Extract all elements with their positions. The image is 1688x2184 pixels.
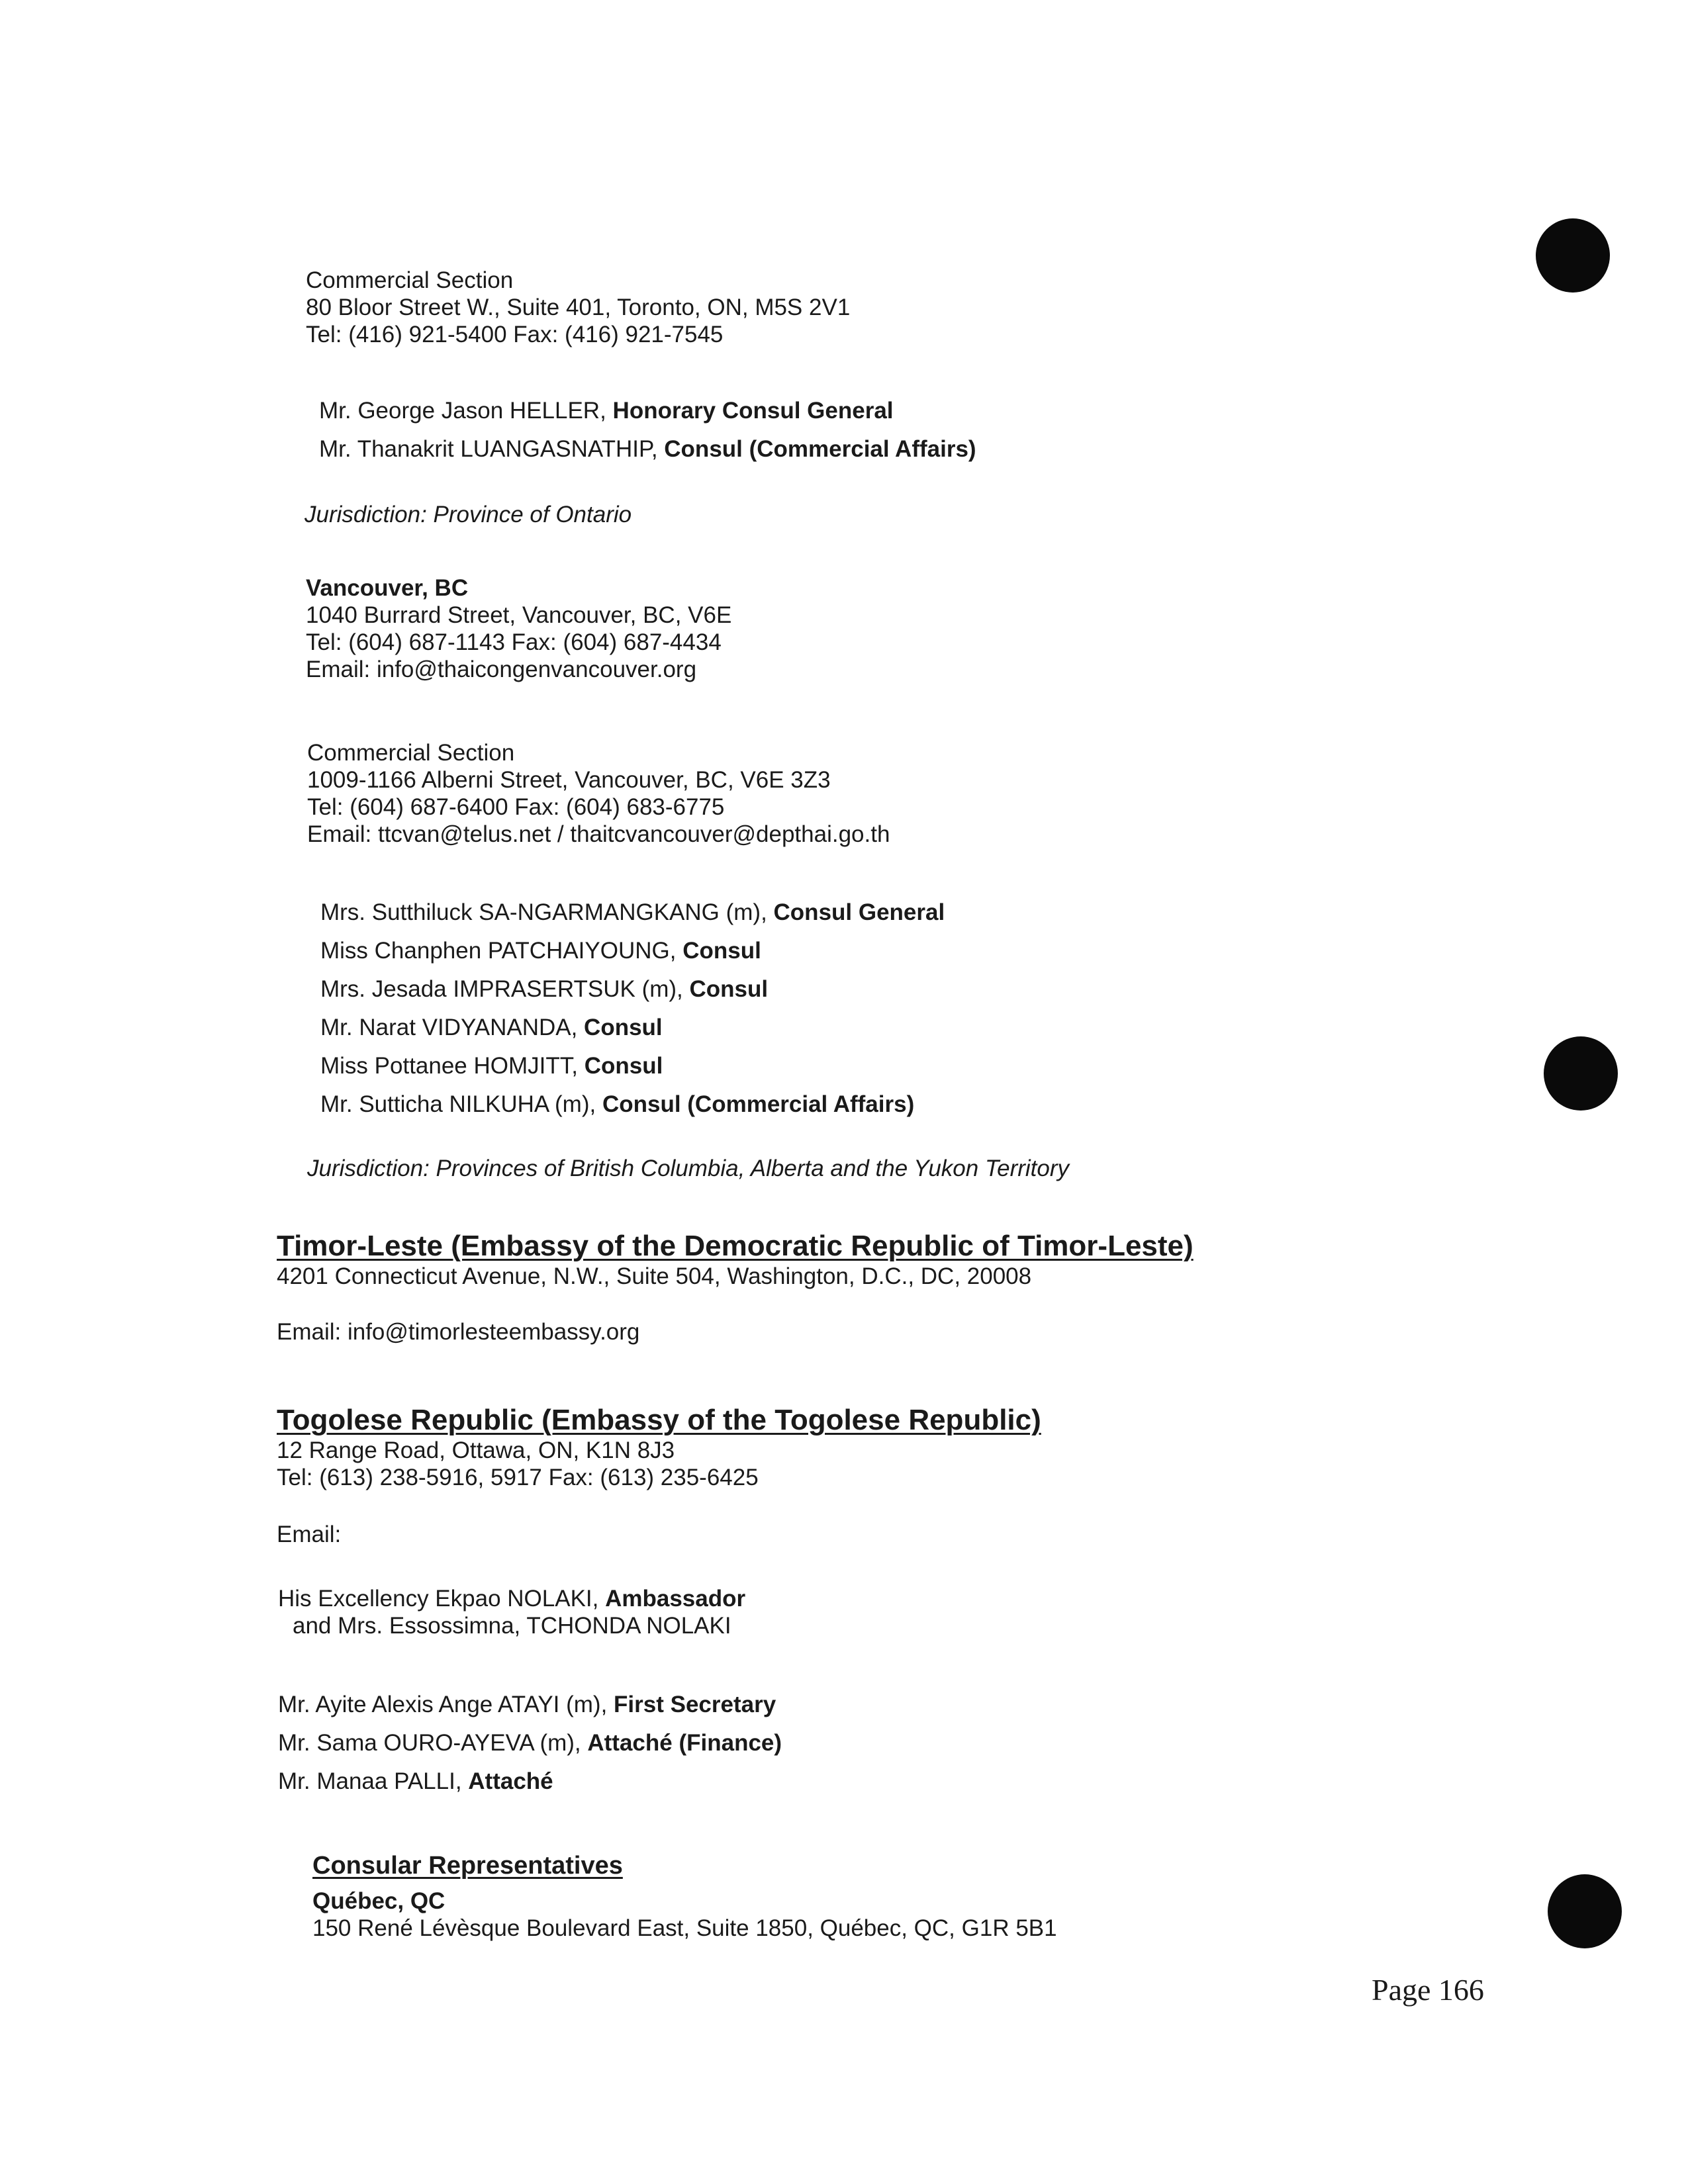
binder-hole-bottom bbox=[1548, 1874, 1622, 1948]
person-entry bbox=[320, 970, 945, 1009]
vancouver-officials bbox=[320, 893, 945, 1124]
person-name: Miss Pottanee HOMJITT, bbox=[320, 1053, 585, 1079]
address-line: Tel: (613) 238-5916, 5917 Fax: (613) 235-6425 bbox=[277, 1465, 759, 1490]
timor-leste-entry bbox=[277, 1230, 1194, 1345]
togo-staff bbox=[278, 1686, 782, 1801]
person-name: Mrs. Jesada IMPRASERTSUK (m), bbox=[320, 976, 690, 1002]
togo-entry bbox=[277, 1404, 1041, 1548]
person-entry bbox=[319, 430, 976, 469]
person-title: Consul bbox=[689, 976, 769, 1002]
person-entry bbox=[320, 893, 945, 932]
person-entry bbox=[320, 932, 945, 970]
person-title: First Secretary bbox=[614, 1692, 776, 1717]
person-entry bbox=[320, 1085, 945, 1124]
page-number: Page 166 bbox=[1372, 1973, 1484, 2007]
person-name: Mr. Thanakrit LUANGASNATHIP, bbox=[319, 436, 665, 462]
person-title: Honorary Consul General bbox=[612, 398, 894, 424]
binder-hole-top bbox=[1536, 218, 1610, 293]
togo-consular bbox=[312, 1850, 1057, 1942]
address-line: Commercial Section bbox=[307, 740, 515, 766]
address-line: 80 Bloor Street W., Suite 401, Toronto, ON, M5S 2V1 bbox=[306, 295, 851, 320]
person-name: Miss Chanphen PATCHAIYOUNG, bbox=[320, 938, 683, 964]
address-line: Tel: (416) 921-5400 Fax: (416) 921-7545 bbox=[306, 322, 724, 347]
address-line: Email: info@thaicongenvancouver.org bbox=[306, 657, 697, 682]
jurisdiction-text: Jurisdiction: Provinces of British Columbia, Alberta and the Yukon Territory bbox=[307, 1156, 1070, 1181]
person-title: Consul General bbox=[773, 899, 945, 925]
person-title: Consul (Commercial Affairs) bbox=[664, 436, 976, 462]
person-title: Attaché bbox=[468, 1768, 553, 1794]
person-title: Ambassador bbox=[605, 1586, 746, 1612]
email-line: Email: info@timorlesteembassy.org bbox=[277, 1319, 640, 1345]
togo-ambassador bbox=[278, 1585, 745, 1639]
section-heading: Consular Representatives bbox=[312, 1852, 623, 1880]
toronto-jurisdiction bbox=[305, 501, 632, 528]
person-entry bbox=[278, 1762, 782, 1801]
person-name: Mrs. Sutthiluck SA-NGARMANGKANG (m), bbox=[320, 899, 774, 925]
person-entry bbox=[320, 1047, 945, 1085]
email-line: Email: bbox=[277, 1522, 342, 1547]
address-line: Tel: (604) 687-1143 Fax: (604) 687-4434 bbox=[306, 629, 722, 655]
binder-hole-middle bbox=[1544, 1036, 1618, 1111]
toronto-commercial-address bbox=[306, 267, 850, 348]
person-name: Mr. Sutticha NILKUHA (m), bbox=[320, 1091, 602, 1117]
country-heading: Timor-Leste (Embassy of the Democratic Republic of Timor-Leste) bbox=[277, 1230, 1194, 1262]
address-line: 150 René Lévèsque Boulevard East, Suite 1850, Québec, QC, G1R 5B1 bbox=[312, 1915, 1057, 1941]
person-entry bbox=[278, 1724, 782, 1762]
person-name: His Excellency Ekpao NOLAKI, bbox=[278, 1586, 606, 1612]
address-line: Tel: (604) 687-6400 Fax: (604) 683-6775 bbox=[307, 794, 725, 820]
person-title: Consul bbox=[584, 1015, 663, 1040]
country-heading: Togolese Republic (Embassy of the Togolese Republic) bbox=[277, 1404, 1041, 1436]
address-line: 1009-1166 Alberni Street, Vancouver, BC, V6E 3Z3 bbox=[307, 767, 831, 793]
toronto-officials bbox=[319, 392, 976, 469]
spouse-line: and Mrs. Essossimna, TCHONDA NOLAKI bbox=[293, 1613, 731, 1639]
address-line: Email: ttcvan@telus.net / thaitcvancouver@depthai.go.th bbox=[307, 821, 890, 847]
address-line: 4201 Connecticut Avenue, N.W., Suite 504, Washington, D.C., DC, 20008 bbox=[277, 1263, 1032, 1289]
person-name: Mr. George Jason HELLER, bbox=[319, 398, 613, 424]
vancouver-jurisdiction bbox=[307, 1155, 1069, 1182]
address-line: 1040 Burrard Street, Vancouver, BC, V6E bbox=[306, 602, 732, 628]
city-heading: Vancouver, BC bbox=[306, 575, 469, 601]
address-line: 12 Range Road, Ottawa, ON, K1N 8J3 bbox=[277, 1437, 675, 1463]
person-entry bbox=[320, 1009, 945, 1047]
person-title: Consul (Commercial Affairs) bbox=[602, 1091, 915, 1117]
jurisdiction-text: Jurisdiction: Province of Ontario bbox=[305, 502, 632, 527]
person-title: Consul bbox=[584, 1053, 663, 1079]
person-name: Mr. Narat VIDYANANDA, bbox=[320, 1015, 585, 1040]
address-line: Commercial Section bbox=[306, 267, 514, 293]
person-name: Mr. Manaa PALLI, bbox=[278, 1768, 469, 1794]
vancouver-commercial-address bbox=[307, 739, 890, 848]
person-entry bbox=[278, 1686, 782, 1724]
city-heading: Québec, QC bbox=[312, 1888, 445, 1914]
person-title: Consul bbox=[682, 938, 761, 964]
person-entry bbox=[278, 1585, 745, 1612]
vancouver-address bbox=[306, 574, 731, 683]
person-name: Mr. Sama OURO-AYEVA (m), bbox=[278, 1730, 588, 1756]
person-name: Mr. Ayite Alexis Ange ATAYI (m), bbox=[278, 1692, 614, 1717]
person-title: Attaché (Finance) bbox=[587, 1730, 782, 1756]
person-entry bbox=[319, 392, 976, 430]
